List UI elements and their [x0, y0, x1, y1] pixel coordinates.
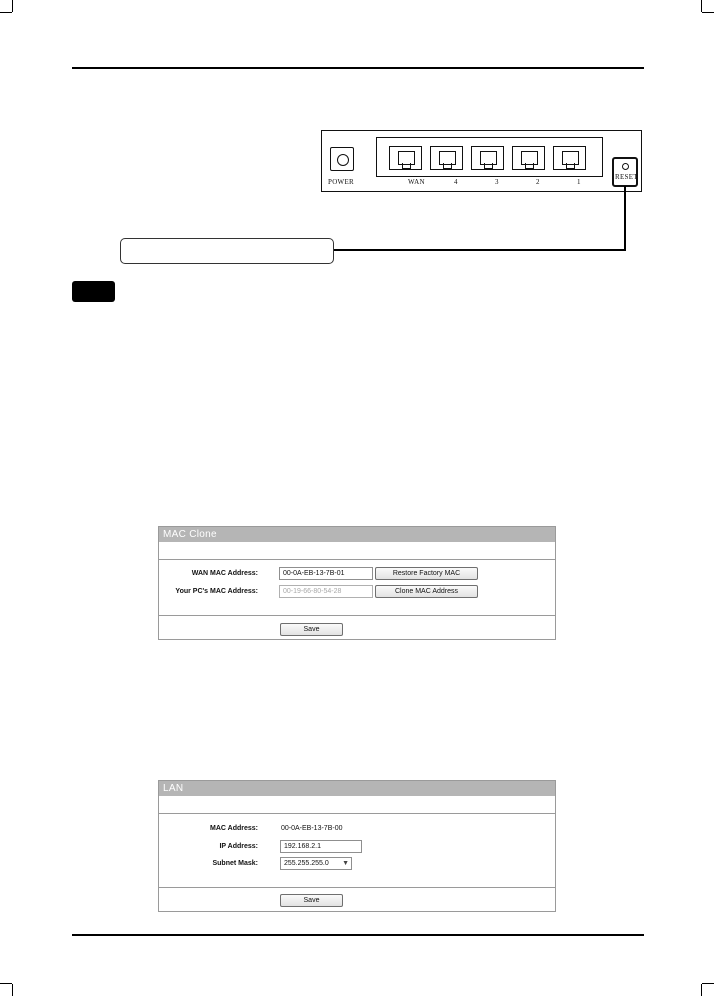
ethernet-port-icon — [430, 146, 463, 170]
crop-mark — [0, 12, 12, 13]
ip-address-input[interactable]: 192.168.2.1 — [280, 840, 362, 853]
crop-mark — [702, 983, 714, 984]
mac-clone-title: MAC Clone — [159, 527, 555, 542]
crop-mark — [12, 984, 13, 996]
crop-mark — [12, 0, 13, 12]
crop-mark — [702, 12, 714, 13]
mac-address-label: MAC Address: — [210, 825, 258, 832]
ip-address-label: IP Address: — [219, 843, 258, 850]
save-button[interactable]: Save — [280, 623, 343, 636]
mac-address-value: 00-0A-EB-13-7B-00 — [281, 825, 343, 832]
reset-button-highlight — [612, 157, 638, 187]
chevron-down-icon: ▼ — [342, 860, 349, 867]
subnet-mask-value: 255.255.255.0 — [284, 860, 329, 867]
divider — [159, 559, 555, 560]
subnet-mask-select[interactable] — [280, 857, 352, 870]
reset-label: RESET — [615, 173, 638, 181]
callout-box — [120, 238, 334, 264]
ethernet-port-icon — [471, 146, 504, 170]
crop-mark — [701, 984, 702, 996]
mac-clone-panel — [158, 526, 556, 640]
pc-mac-field: 00-19-66-80-54-28 — [279, 585, 373, 598]
port-label-2: 2 — [536, 178, 540, 186]
divider — [159, 615, 555, 616]
crop-mark — [0, 983, 12, 984]
header-rule — [72, 67, 644, 69]
reset-hole-icon — [622, 163, 629, 170]
save-button[interactable]: Save — [280, 894, 343, 907]
divider — [159, 887, 555, 888]
port-label-3: 3 — [495, 178, 499, 186]
ethernet-port-icon — [512, 146, 545, 170]
port-label-4: 4 — [454, 178, 458, 186]
ethernet-port-icon — [553, 146, 586, 170]
callout-line — [624, 186, 626, 250]
crop-mark — [701, 0, 702, 12]
port-label-wan: WAN — [408, 178, 425, 186]
power-jack-icon — [330, 147, 354, 171]
port-label-1: 1 — [577, 178, 581, 186]
clone-mac-address-button[interactable]: Clone MAC Address — [375, 585, 478, 598]
footer-rule — [72, 934, 644, 936]
wan-mac-field[interactable]: 00-0A-EB-13-7B-01 — [279, 567, 373, 580]
wan-mac-label: WAN MAC Address: — [191, 570, 258, 577]
divider — [159, 813, 555, 814]
ethernet-port-icon — [389, 146, 422, 170]
subnet-mask-label: Subnet Mask: — [212, 860, 258, 867]
router-rear-panel — [321, 130, 642, 192]
callout-line — [334, 249, 626, 251]
lan-panel — [158, 780, 556, 912]
restore-factory-mac-button[interactable]: Restore Factory MAC — [375, 567, 478, 580]
pc-mac-label: Your PC's MAC Address: — [175, 588, 258, 595]
lan-title: LAN — [159, 781, 555, 796]
power-label: POWER — [328, 178, 354, 186]
note-tag — [72, 281, 115, 302]
ports-group — [376, 137, 603, 177]
